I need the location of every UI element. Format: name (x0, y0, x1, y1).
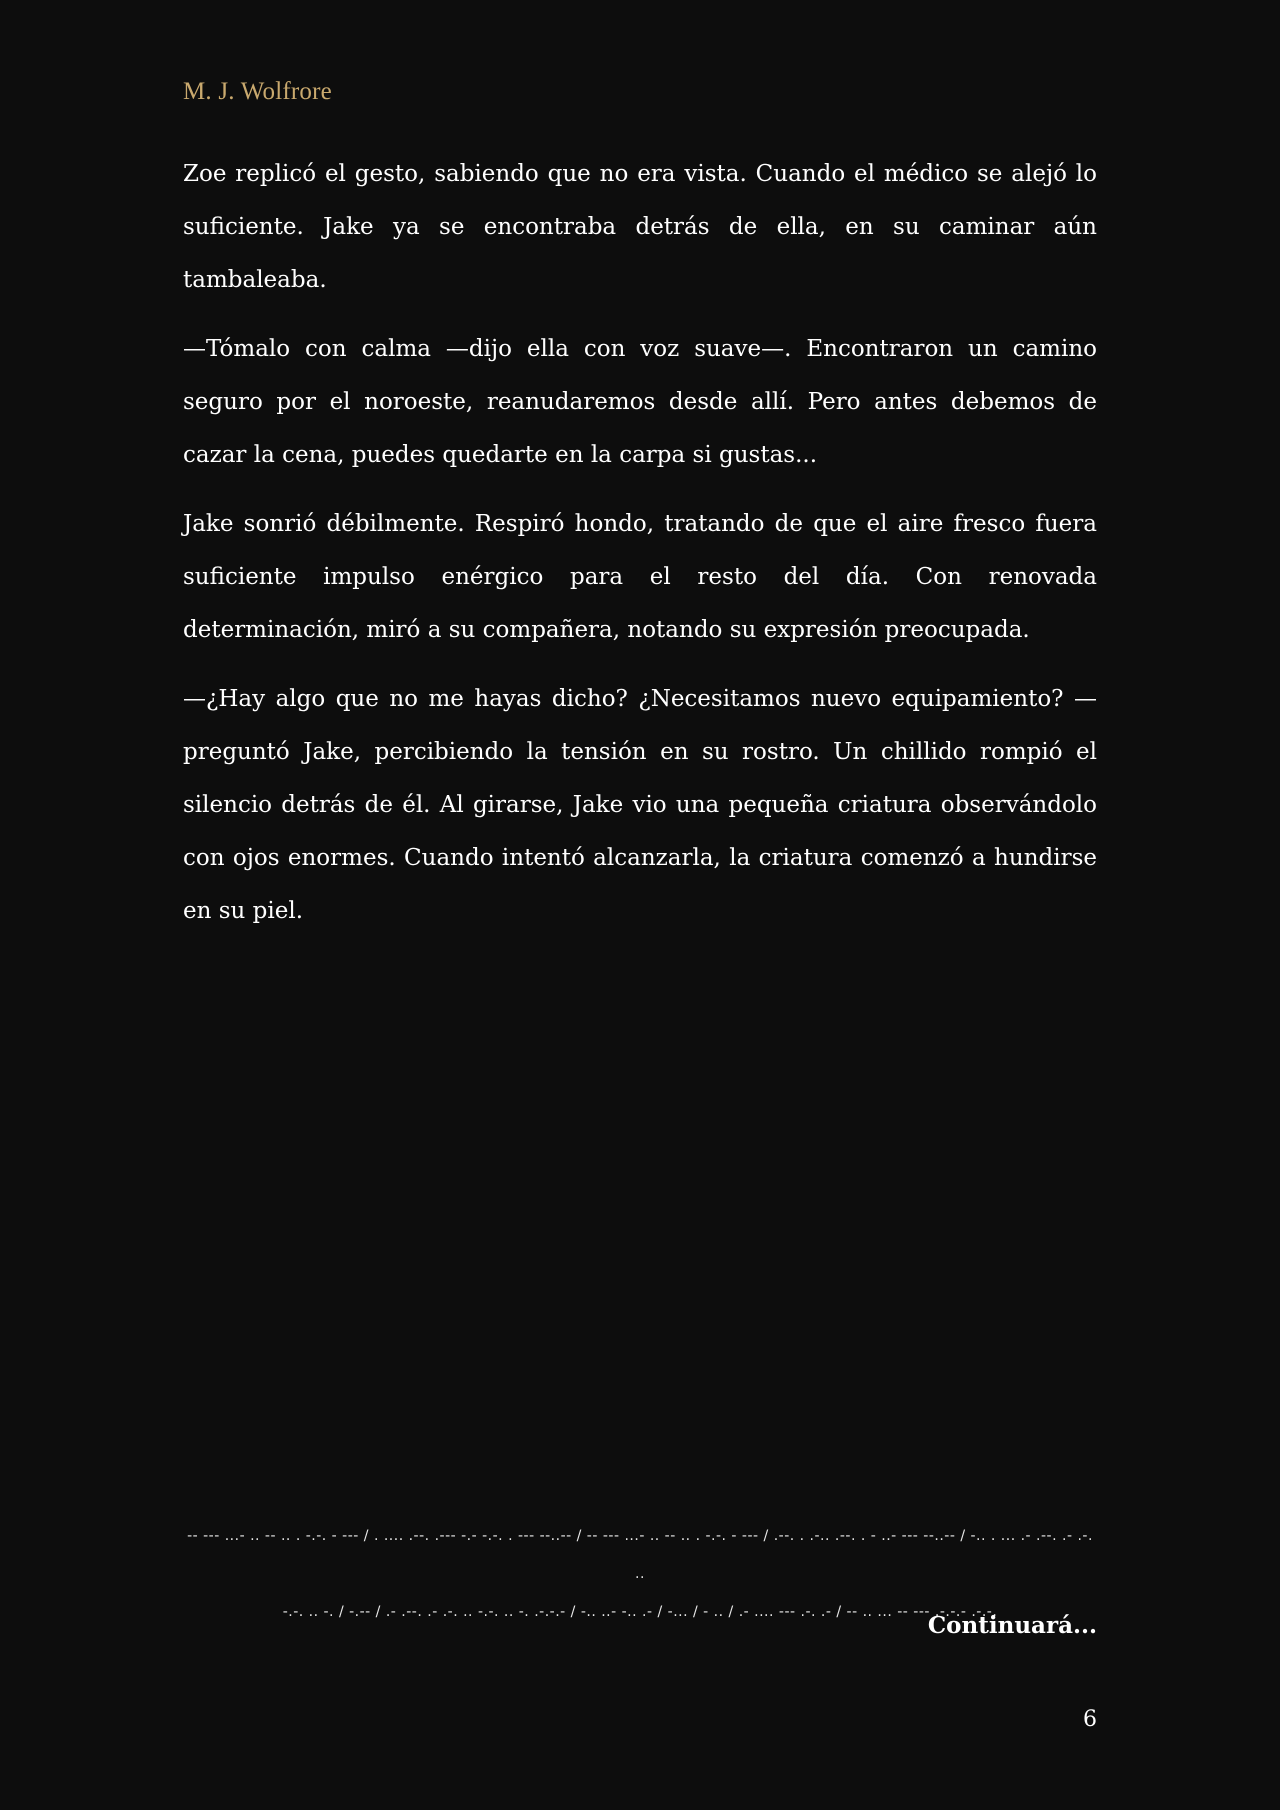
body-text (183, 148, 1097, 954)
paragraph: —¿Hay algo que no me hayas dicho? ¿Necesitamos nuevo equipamiento? —preguntó Jake, percibiendo la tensión en su rostro. Un chillido rompió el silencio detrás de él. Al girarse, Jake vio una pequeña criatura observándolo con ojos enormes. Cuando intentó alcanzarla, la criatura comenzó a hundirse en su piel. (183, 686, 1097, 924)
page-number: 6 (1083, 1707, 1097, 1732)
morse-line: -.-. .. -. / -.-- / .- .--. .- .-. .. -.-. .. -. .-.-.- / -.. ..- -.. .- / -... / - .. / .- .... --- .-. .- / -- .. ... -- --- .-.-.- .-.-. (282, 1604, 998, 1620)
running-header-author: M. J. Wolfrore (183, 78, 332, 105)
morse-line: -- --- ...- .. -- .. . -.-. - --- / . .... .--. .--- -.- -.-. . --- --..-- / -- --- ...- .. -- .. . -.-. - --- / .--. . .-.. .--. . - ..- --- --..-- / -.. . ... .- .--. .- .-. .. (187, 1528, 1093, 1582)
book-page (183, 0, 1097, 1810)
paragraph: —Tómalo con calma —dijo ella con voz suave—. Encontraron un camino seguro por el noroeste, reanudaremos desde allí. Pero antes debemos de cazar la cena, puedes quedarte en la carpa si gustas... (183, 336, 1097, 468)
paragraph: Zoe replicó el gesto, sabiendo que no era vista. Cuando el médico se alejó lo suficiente. Jake ya se encontraba detrás de ella, en su caminar aún tambaleaba. (183, 161, 1097, 293)
to-be-continued: Continuará... (927, 1612, 1097, 1639)
paragraph: Jake sonrió débilmente. Respiró hondo, tratando de que el aire fresco fuera suficiente impulso enérgico para el resto del día. Con renovada determinación, miró a su compañera, notando su expresión preocupada. (183, 511, 1097, 643)
